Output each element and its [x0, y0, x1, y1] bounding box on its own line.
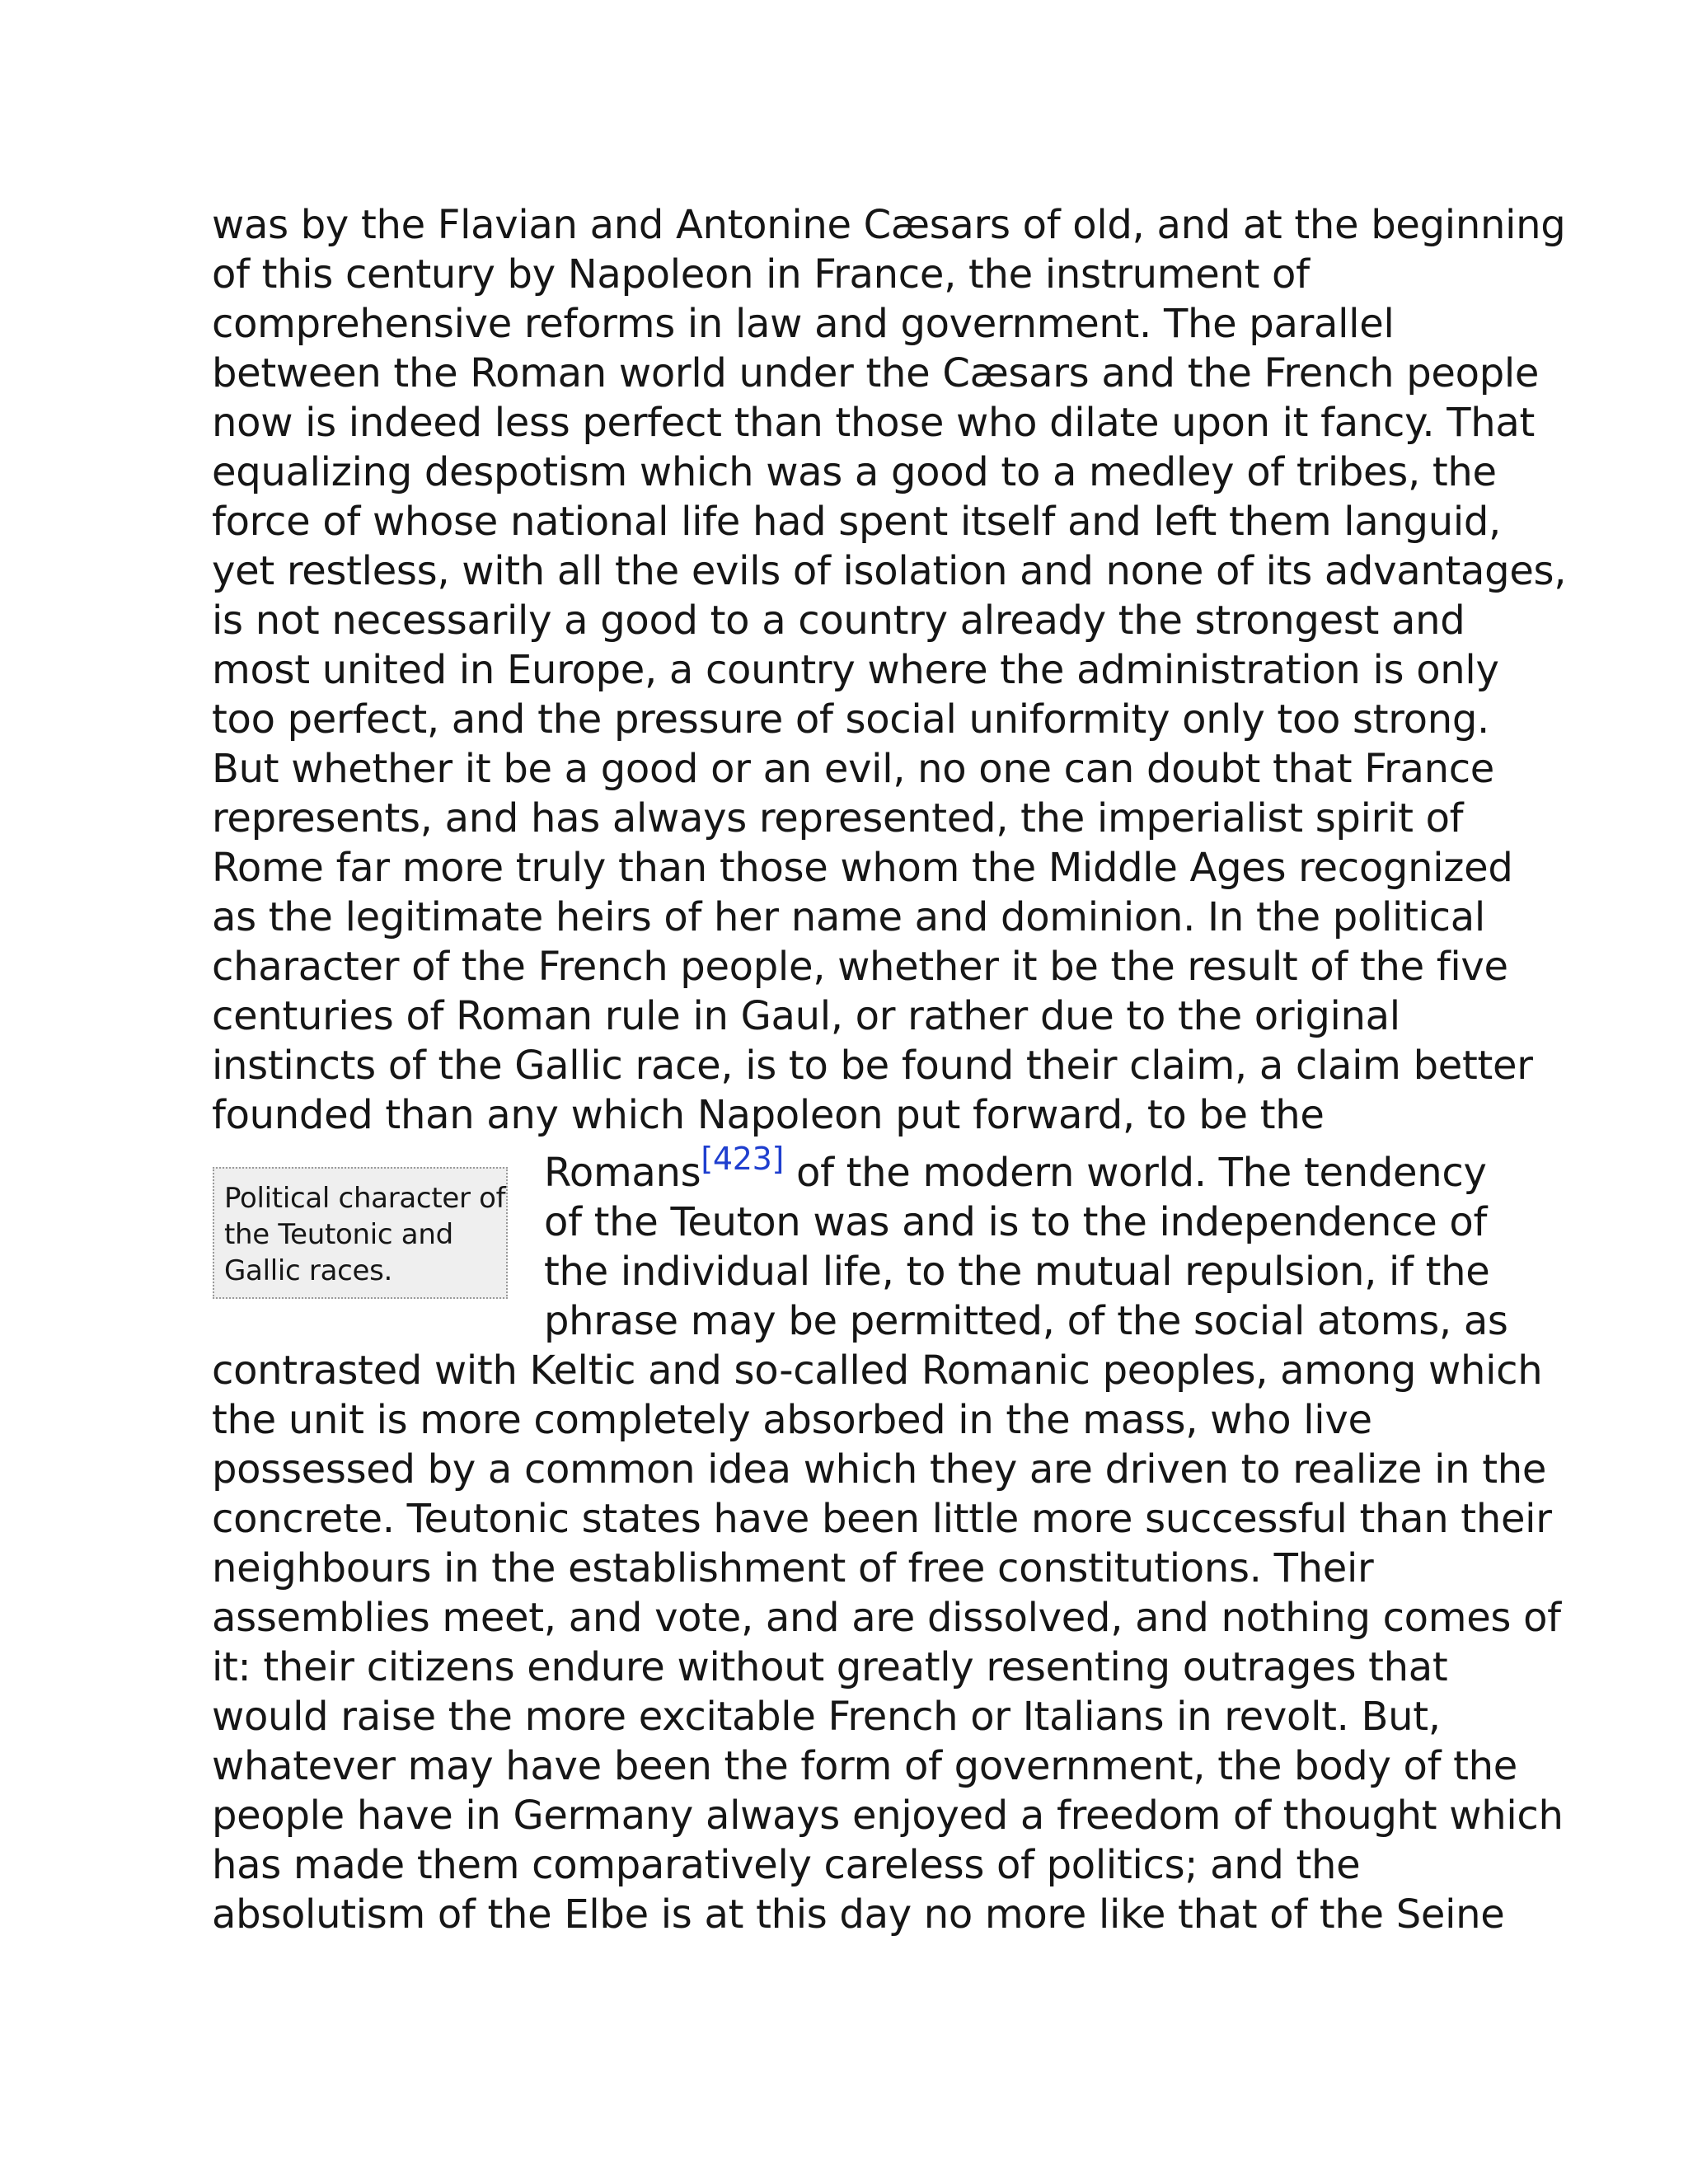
sidenote-box [213, 1167, 508, 1299]
body-line: character of the French people, whether it be the result of the five [212, 944, 1508, 990]
body-line: possessed by a common idea which they are driven to realize in the [212, 1446, 1547, 1493]
body-line: would raise the more excitable French or Italians in revolt. But, [212, 1694, 1441, 1740]
body-line: But whether it be a good or an evil, no one can doubt that France [212, 746, 1495, 792]
body-line: now is indeed less perfect than those who dilate upon it fancy. That [212, 400, 1536, 446]
body-line: the individual life, to the mutual repulsion, if the [544, 1249, 1490, 1295]
body-line: is not necessarily a good to a country already the strongest and [212, 598, 1465, 644]
body-line: phrase may be permitted, of the social atoms, as [544, 1298, 1508, 1344]
body-line: Rome far more truly than those whom the Middle Ages recognized [212, 845, 1513, 891]
body-line: between the Roman world under the Cæsars and the French people [212, 350, 1540, 396]
body-line: has made them comparatively careless of politics; and the [212, 1842, 1361, 1888]
body-line: equalizing despotism which was a good to a medley of tribes, the [212, 449, 1497, 495]
body-line: too perfect, and the pressure of social uniformity only too strong. [212, 696, 1489, 743]
body-line: the unit is more completely absorbed in the mass, who live [212, 1397, 1372, 1443]
body-line: represents, and has always represented, the imperialist spirit of [212, 795, 1464, 841]
body-line: of the Teuton was and is to the independence of [544, 1199, 1488, 1245]
body-line: whatever may have been the form of government, the body of the [212, 1743, 1518, 1789]
sidenote-line: Gallic races. [224, 1254, 393, 1287]
sidenote-line: Political character of [224, 1182, 506, 1215]
body-line: was by the Flavian and Antonine Cæsars of old, and at the beginning [212, 202, 1566, 248]
body-line: of this century by Napoleon in France, the instrument of [212, 251, 1310, 298]
body-line: yet restless, with all the evils of isolation and none of its advantages, [212, 548, 1567, 594]
body-line: neighbours in the establishment of free constitutions. Their [212, 1545, 1374, 1591]
body-line: absolutism of the Elbe is at this day no more like that of the Seine [212, 1891, 1505, 1938]
body-line: concrete. Teutonic states have been little more successful than their [212, 1496, 1552, 1542]
body-line: force of whose national life had spent itself and left them languid, [212, 499, 1501, 545]
body-line: contrasted with Keltic and so-called Romanic peoples, among which [212, 1347, 1543, 1394]
body-line: most united in Europe, a country where the administration is only [212, 647, 1499, 693]
footnote-line-before: Romans [544, 1150, 701, 1196]
body-line: it: their citizens endure without greatly resenting outrages that [212, 1644, 1448, 1690]
body-line: centuries of Roman rule in Gaul, or rather due to the original [212, 993, 1400, 1039]
body-line: instincts of the Gallic race, is to be found their claim, a claim better [212, 1043, 1533, 1089]
sidenote-line: the Teutonic and [224, 1218, 453, 1251]
body-line: assemblies meet, and vote, and are dissolved, and nothing comes of [212, 1595, 1561, 1641]
body-line: comprehensive reforms in law and government. The parallel [212, 301, 1395, 347]
body-line: as the legitimate heirs of her name and dominion. In the political [212, 894, 1485, 940]
footnote-link[interactable]: [423] [701, 1141, 785, 1177]
body-line: people have in Germany always enjoyed a freedom of thought which [212, 1793, 1564, 1839]
footnote-line-after: of the modern world. The tendency [784, 1150, 1487, 1196]
body-line: founded than any which Napoleon put forward, to be the [212, 1092, 1325, 1138]
body-line-footnote [544, 1141, 1487, 1197]
